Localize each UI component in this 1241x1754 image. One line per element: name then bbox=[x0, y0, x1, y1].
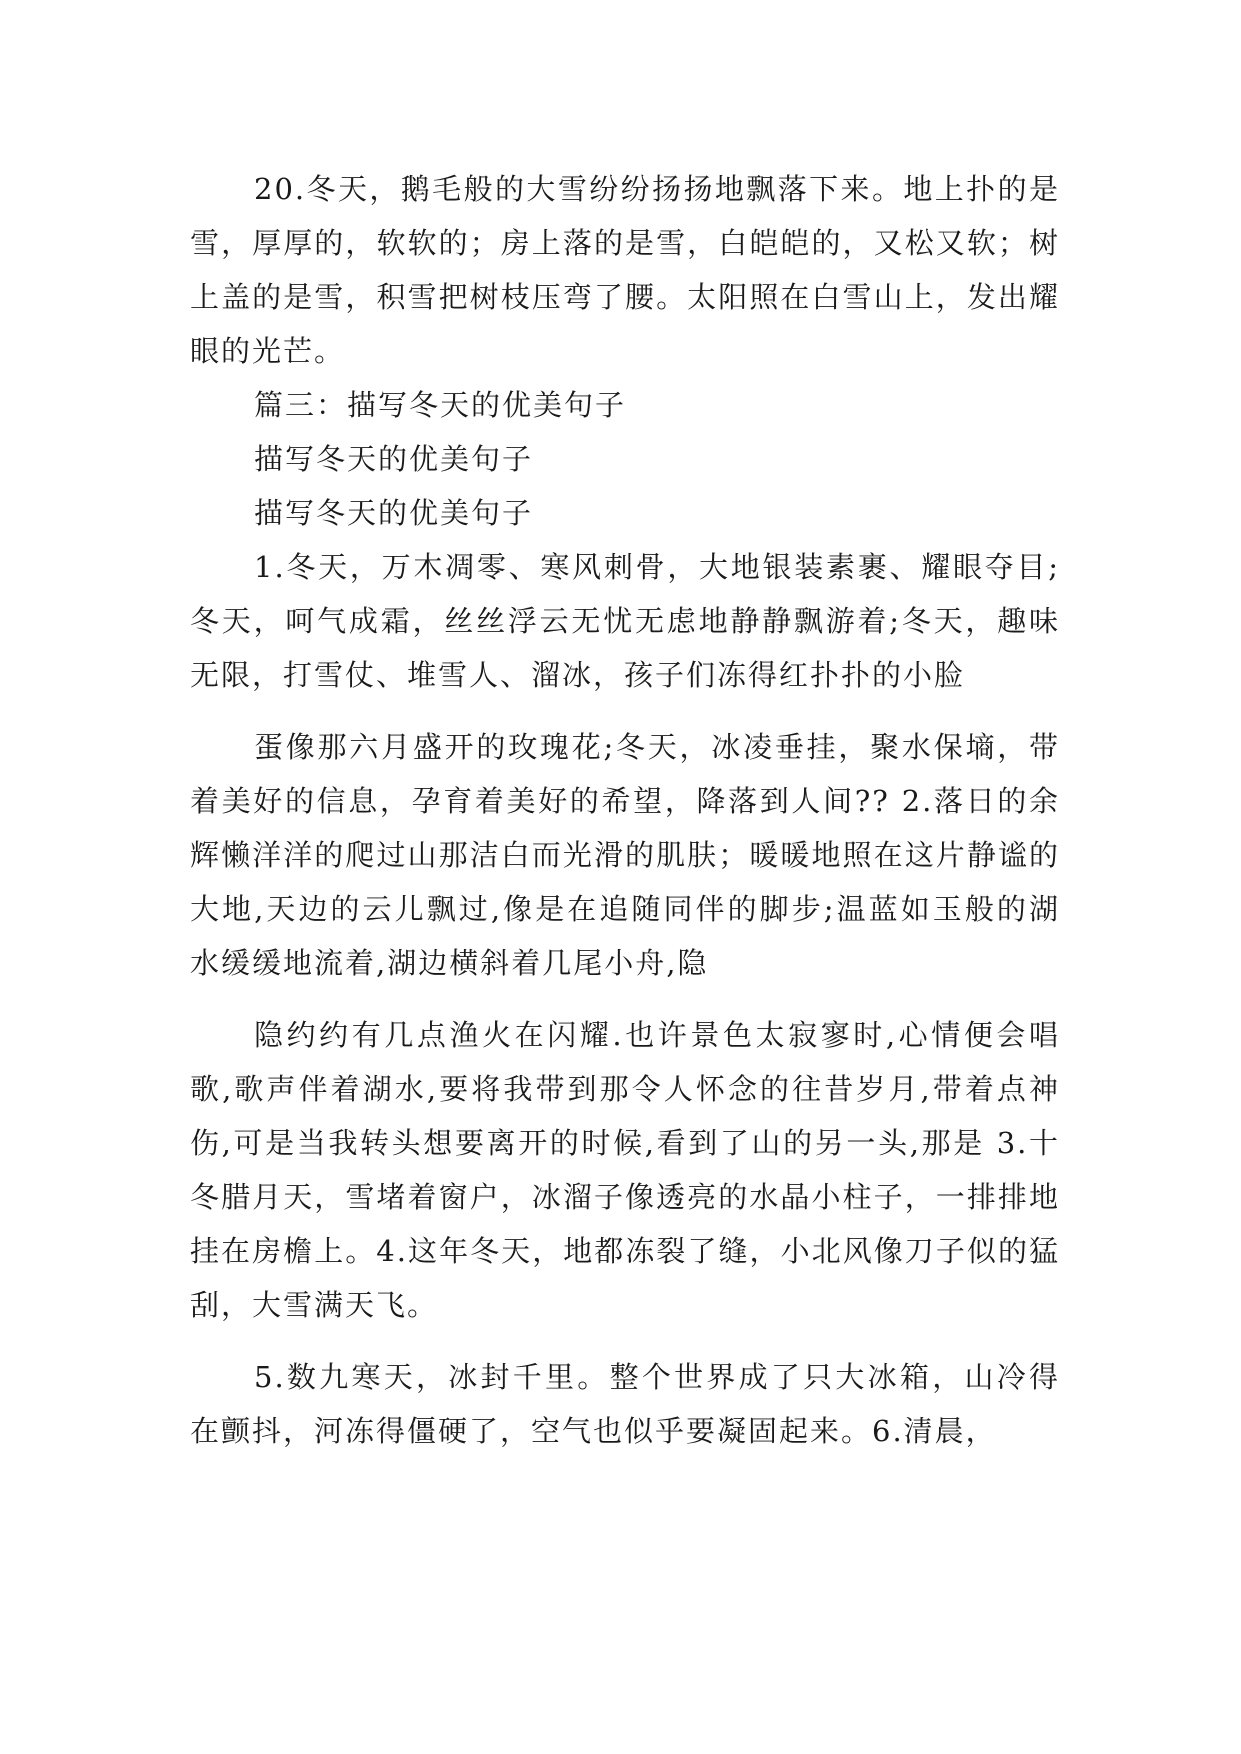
section-heading: 篇三：描写冬天的优美句子 bbox=[254, 388, 627, 422]
paragraph-item-5-6: 5.数九寒天，冰封千里。整个世界成了只大冰箱，山冷得在颤抖，河冻得僵硬了，空气也似乎要凝固起来。6.清晨， bbox=[190, 1360, 1060, 1448]
paragraph-item-1: 1.冬天，万木凋零、寒风刺骨，大地银装素裹、耀眼夺目;冬天，呵气成霜，丝丝浮云无忧无虑地静静飘游着;冬天，趣味无限，打雪仗、堆雪人、溜冰，孩子们冻得红扑扑的小脸 bbox=[190, 550, 1060, 692]
paragraph-snow-description: 20.冬天，鹅毛般的大雪纷纷扬扬地飘落下来。地上扑的是雪，厚厚的，软软的；房上落的是雪，白皑皑的，又松又软；树上盖的是雪，积雪把树枝压弯了腰。太阳照在白雪山上，发出耀眼的光芒。 bbox=[190, 172, 1060, 368]
paragraph-item-2: 蛋像那六月盛开的玫瑰花;冬天，冰凌垂挂，聚水保墒，带着美好的信息，孕育着美好的希望，降落到人间?? 2.落日的余辉懒洋洋的爬过山那洁白而光滑的肌肤；暖暖地照在这片静谧的大地,天边的云儿飘过,像是在追随同伴的脚步;温蓝如玉般的湖水缓缓地流着,湖边横斜着几尾小舟,隐 bbox=[190, 730, 1060, 980]
title-line: 描写冬天的优美句子 bbox=[254, 442, 534, 476]
document-body bbox=[190, 162, 1060, 1458]
subtitle-line: 描写冬天的优美句子 bbox=[254, 496, 534, 530]
paragraph-item-3-4: 隐约约有几点渔火在闪耀.也许景色太寂寥时,心情便会唱歌,歌声伴着湖水,要将我带到那令人怀念的往昔岁月,带着点神伤,可是当我转头想要离开的时候,看到了山的另一头,那是 3.十冬腊月天，雪堵着窗户，冰溜子像透亮的水晶小柱子，一排排地挂在房檐上。4.这年冬天，地都冻裂了缝，小北风像刀子似的猛刮，大雪满天飞。 bbox=[190, 1018, 1060, 1322]
